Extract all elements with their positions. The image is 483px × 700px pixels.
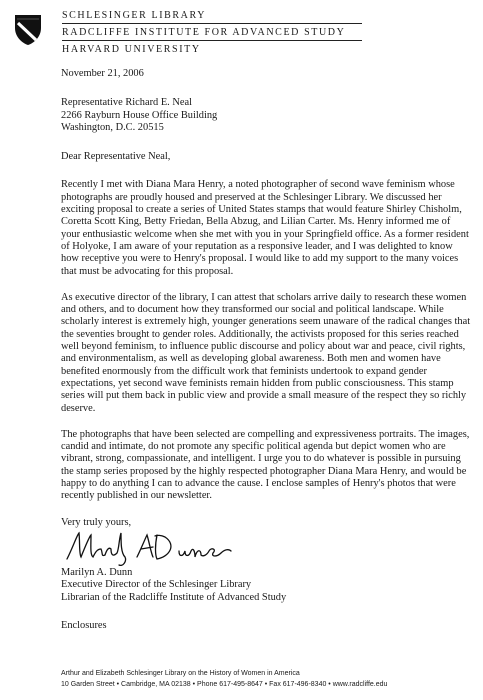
letterhead-rule-2 (62, 40, 362, 41)
recipient-city: Washington, D.C. 20515 (61, 121, 164, 133)
signer-title-1: Executive Director of the Schlesinger Library (61, 579, 252, 591)
signer-title-2: Librarian of the Radcliffe Institute of Advanced Study (61, 591, 287, 603)
salutation: Dear Representative Neal, (61, 151, 171, 163)
letterhead-institute: RADCLIFFE INSTITUTE FOR ADVANCED STUDY (62, 27, 346, 38)
letterhead (62, 9, 432, 56)
letterhead-footer (61, 669, 387, 690)
letterhead-university: HARVARD UNIVERSITY (62, 44, 201, 55)
signer-name: Marilyn A. Dunn (61, 566, 133, 578)
paragraph-2: As executive director of the library, I can attest that scholars arrive daily to research these women and others, and to document how they transformed our social and political landscape. While scholarly interest is extremely high, younger generations seem unaware of the radical changes that the seventies brought to gender roles. Additionally, the activists proposed for this series reached well beyond feminism, to influence public discourse and policy about war and peace, civil rights, and environmentalism, as well as developing global awareness. Both men and women have benefited enormously from the difficult work that feminists undertook to expand gender expectations, yet second wave feminists remain hidden from public consciousness. This stamp series will put them back in public view and provide a small measure of the respect they so richly deserve. (61, 291, 471, 414)
letterhead-rule (62, 23, 362, 24)
letterhead-library: SCHLESINGER LIBRARY (62, 10, 207, 21)
letter-date: November 21, 2006 (61, 68, 144, 79)
footer-contact: 10 Garden Street • Cambridge, MA 02138 • Phone 617-495-8647 • Fax 617-496-8340 • www.radcliffe.edu (61, 680, 388, 688)
enclosures: Enclosures (61, 619, 107, 631)
recipient-address (61, 97, 471, 134)
paragraph-3: The photographs that have been selected are compelling and expressiveness portraits. The images, candid and intimate, do not promote any specific political agenda but depict women who are vibrant, strong, compassionate, and intelligent. I urge you to do whatever is possible in pursuing the stamp series proposed by the highly respected photographer Diana Mara Henry, and would be happy to do anything I can to advance the cause. I enclose samples of Henry's photos that were recently published in our newsletter. (61, 428, 470, 502)
letter-body (61, 68, 471, 632)
signature-image (61, 527, 251, 569)
closing: Very truly yours, (61, 516, 132, 528)
handwritten-signature (61, 529, 471, 567)
recipient-name: Representative Richard E. Neal (61, 97, 192, 109)
footer-library-name: Arthur and Elizabeth Schlesinger Library on the History of Women in America (61, 670, 300, 677)
recipient-street: 2266 Rayburn House Office Building (61, 109, 218, 121)
harvard-shield-logo (14, 14, 42, 46)
paragraph-1: Recently I met with Diana Mara Henry, a noted photographer of second wave feminism whose photographs are proudly housed and preserved at the Schlesinger Library. We discussed her exciting proposal to create a series of United States stamps that would feature Shirley Chisholm, Coretta Scott King, Betty Friedan, Bella Abzug, and Lilian Carter. Ms. Henry informed me of your enthusiastic welcome when she met with you in your Springfield office. As a former resident of Holyoke, I am aware of your reputation as a responsive leader, and I was delighted to know how receptive you were to Henry's proposal. I would like to add my support to the many voices that must be advocating for this proposal. (61, 179, 469, 277)
